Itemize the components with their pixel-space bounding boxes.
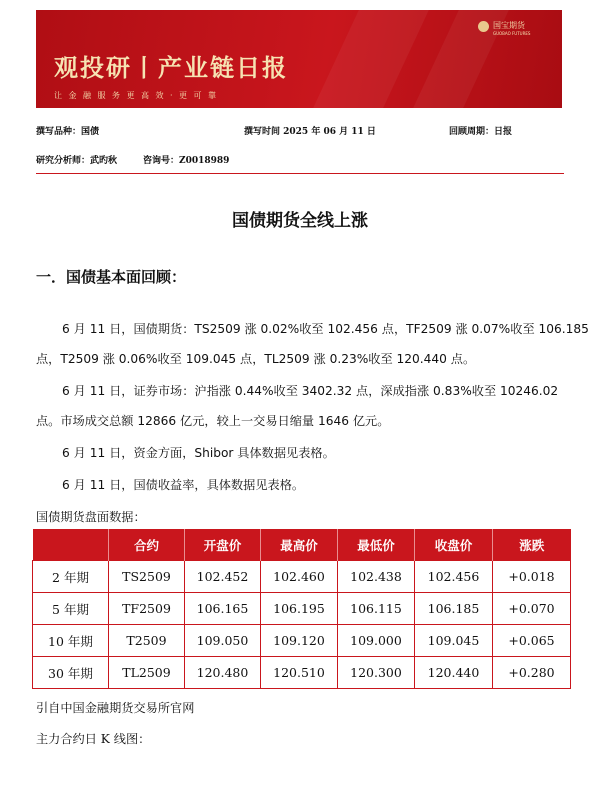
table-cell: 106.165 — [185, 593, 261, 625]
meta-consult: 咨询号：Z0018989 — [143, 156, 230, 166]
table-cell: +0.070 — [493, 593, 571, 625]
table-cell: 102.460 — [261, 561, 338, 593]
table-cell: TS2509 — [109, 561, 185, 593]
table-cell: 120.510 — [261, 657, 338, 689]
brand-name-en: GUOBAO FUTURES — [493, 31, 531, 36]
header-cell: 涨跌 — [493, 529, 571, 561]
table-cell: TL2509 — [109, 657, 185, 689]
table-cell: +0.280 — [493, 657, 571, 689]
header-cell: 收盘价 — [415, 529, 493, 561]
table-cell: 120.300 — [338, 657, 415, 689]
header-cell: 合约 — [109, 529, 185, 561]
table-cell: 120.480 — [185, 657, 261, 689]
table-cell: 109.000 — [338, 625, 415, 657]
table-cell: 106.185 — [415, 593, 493, 625]
header-divider — [36, 173, 564, 174]
paragraph-line: 6 月 11 日，国债收益率，具体数据见表格。 — [62, 478, 305, 492]
meta-date: 撰写时间 2025 年 06 月 11 日 — [244, 127, 376, 137]
paragraph-line: 点，T2509 涨 0.06%收至 109.045 点，TL2509 涨 0.23%收至 120.440 点。 — [36, 352, 476, 366]
banner-slogan: 让金融服务更高效·更可靠 — [54, 91, 223, 100]
header-cell — [33, 529, 109, 561]
table-cell: 102.456 — [415, 561, 493, 593]
table-cell: 102.438 — [338, 561, 415, 593]
table-cell: +0.065 — [493, 625, 571, 657]
paragraph-line: 6 月 11 日，资金方面，Shibor 具体数据见表格。 — [62, 446, 335, 460]
table-cell: 109.050 — [185, 625, 261, 657]
header-cell: 最高价 — [261, 529, 338, 561]
table-cell: T2509 — [109, 625, 185, 657]
table-cell: 106.195 — [261, 593, 338, 625]
table-cell: 10 年期 — [33, 625, 109, 657]
paragraph-line: 6 月 11 日，国债期货：TS2509 涨 0.02%收至 102.456 点，TF2509 涨 0.07%收至 106.185 — [62, 322, 589, 336]
table-row — [33, 561, 571, 593]
banner-title: 观投研丨产业链日报 — [54, 54, 288, 82]
header-cell: 开盘价 — [185, 529, 261, 561]
table-caption: 国债期货盘面数据： — [36, 510, 146, 524]
meta-variety: 撰写品种：国债 — [36, 127, 100, 137]
table-cell: +0.018 — [493, 561, 571, 593]
meta-period: 回顾周期：日报 — [449, 127, 513, 137]
table-cell: 109.120 — [261, 625, 338, 657]
kline-label: 主力合约日 K 线图： — [36, 732, 151, 746]
table-header-row — [33, 529, 571, 561]
document-title: 国债期货全线上涨 — [232, 211, 368, 231]
futures-table — [32, 529, 571, 689]
source-note: 引自中国金融期货交易所官网 — [36, 701, 195, 715]
paragraph-line: 点。市场成交总额 12866 亿元，较上一交易日缩量 1646 亿元。 — [36, 414, 390, 428]
table-cell: 102.452 — [185, 561, 261, 593]
report-banner — [36, 10, 562, 108]
header-cell: 最低价 — [338, 529, 415, 561]
meta-analyst: 研究分析师：武旳秋 — [36, 156, 118, 166]
table-cell: TF2509 — [109, 593, 185, 625]
paragraph-line: 6 月 11 日，证券市场：沪指涨 0.44%收至 3402.32 点，深成指涨 0.83%收至 10246.02 — [62, 384, 559, 398]
logo-mark-icon — [478, 21, 489, 32]
table-cell: 106.115 — [338, 593, 415, 625]
table-row — [33, 625, 571, 657]
table-cell: 120.440 — [415, 657, 493, 689]
brand-name: 国宝期货 — [493, 21, 525, 30]
table-row — [33, 657, 571, 689]
section-heading: 一．国债基本面回顾： — [36, 268, 187, 286]
table-cell: 2 年期 — [33, 561, 109, 593]
table-cell: 30 年期 — [33, 657, 109, 689]
brand-logo — [478, 18, 542, 44]
table-cell: 5 年期 — [33, 593, 109, 625]
table-row — [33, 593, 571, 625]
table-cell: 109.045 — [415, 625, 493, 657]
